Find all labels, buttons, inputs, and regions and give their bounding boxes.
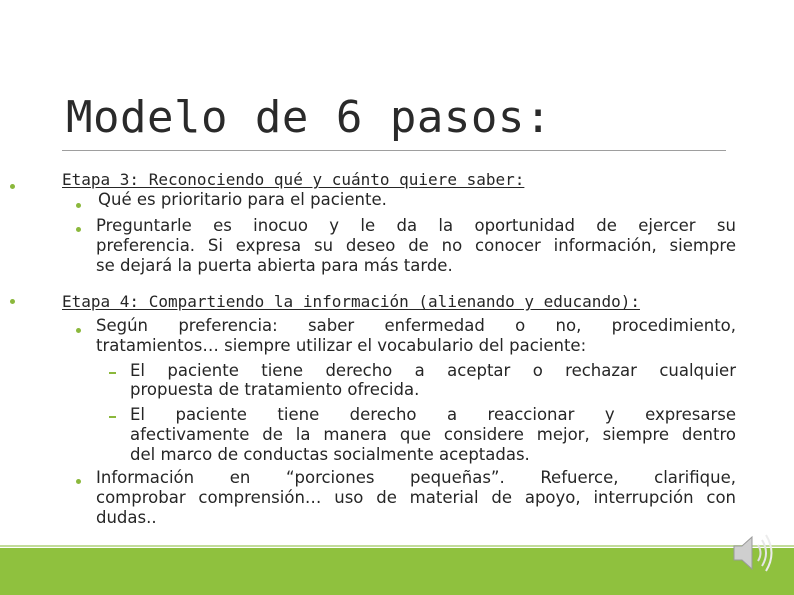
- etapa3-item2-line1: Preguntarle es inocuo y le da la oportunidad de ejercer su: [96, 216, 736, 235]
- etapa3-item1: Qué es prioritario para el paciente.: [98, 190, 387, 209]
- etapa4-subitem2-line1: El paciente tiene derecho a reaccionar y expresarse: [130, 405, 736, 424]
- etapa4-subitem1-line1: El paciente tiene derecho a aceptar o rechazar cualquier: [130, 361, 736, 380]
- bullet-etapa4-item2: [76, 479, 81, 484]
- etapa3-item2-line3: se dejará la puerta abierta para más tarde.: [96, 256, 453, 275]
- footer-bar: [0, 548, 794, 595]
- bullet-etapa3-item1: [76, 203, 81, 208]
- dash-etapa4-subitem2: [109, 416, 116, 418]
- bullet-etapa4: [10, 299, 15, 304]
- etapa4-item2-line1: Información en “porciones pequeñas”. Refuerce, clarifique,: [96, 468, 736, 487]
- footer-accent-line: [0, 545, 794, 547]
- dash-etapa4-subitem1: [109, 372, 116, 374]
- bullet-etapa3-item2: [76, 227, 81, 232]
- title-divider: [62, 150, 726, 151]
- etapa3-heading: Etapa 3: Reconociendo qué y cuánto quiere saber:: [62, 170, 525, 189]
- etapa4-heading: Etapa 4: Compartiendo la información (alienando y educando):: [62, 292, 640, 311]
- etapa3-item2-line2: preferencia. Si expresa su deseo de no conocer información, siempre: [96, 236, 736, 255]
- etapa4-item2-line3: dudas..: [96, 508, 157, 527]
- etapa4-item2-line2: comprobar comprensión… uso de material de apoyo, interrupción con: [96, 488, 736, 507]
- etapa4-item1-line2: tratamientos… siempre utilizar el vocabulario del paciente:: [96, 336, 587, 355]
- etapa4-subitem2-line3: del marco de conductas socialmente aceptadas.: [130, 445, 530, 464]
- bullet-etapa3: [10, 184, 15, 189]
- etapa4-subitem1-line2: propuesta de tratamiento ofrecida.: [130, 380, 420, 399]
- etapa4-item1-line1: Según preferencia: saber enfermedad o no, procedimiento,: [96, 316, 736, 335]
- etapa4-subitem2-line2: afectivamente de la manera que considere mejor, siempre dentro: [130, 425, 736, 444]
- speaker-icon[interactable]: [730, 528, 780, 578]
- bullet-etapa4-item1: [76, 328, 81, 333]
- slide-title: Modelo de 6 pasos:: [66, 92, 552, 143]
